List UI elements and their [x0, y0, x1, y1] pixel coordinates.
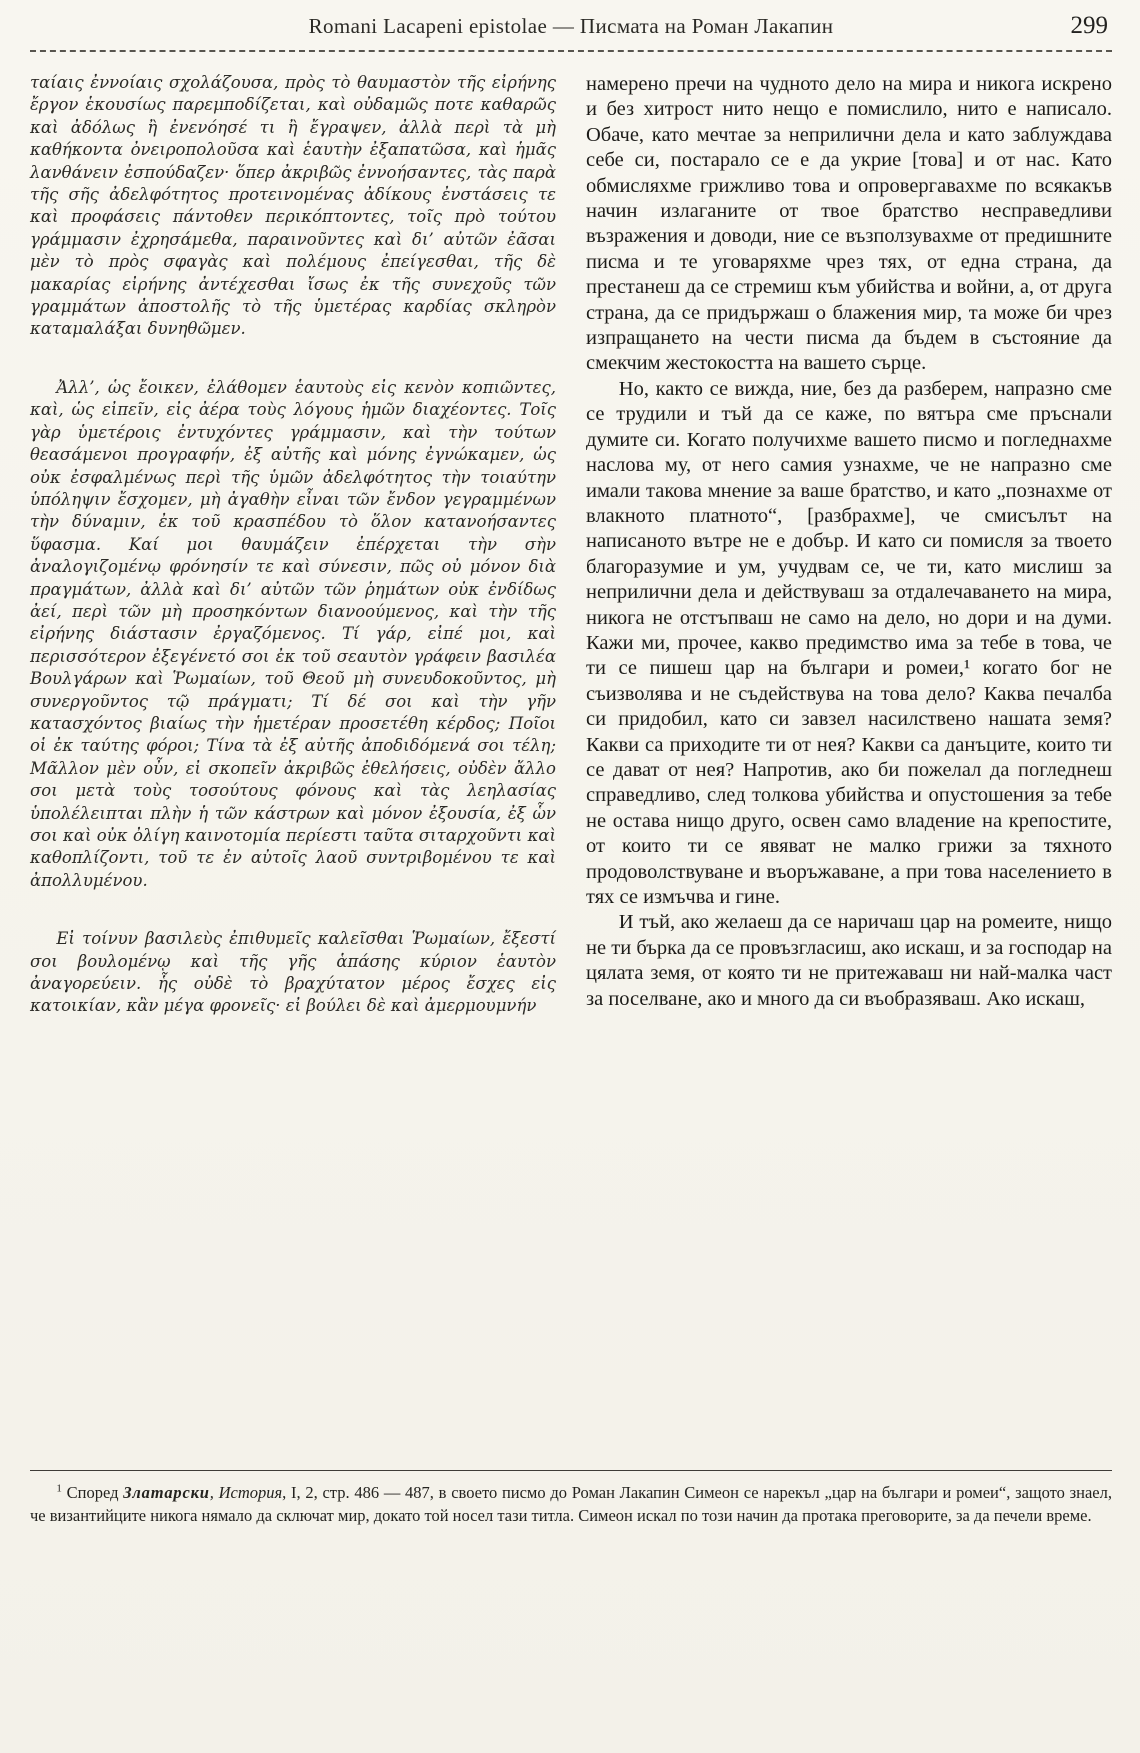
footnote-work-title: , История: [209, 1483, 283, 1502]
greek-column: [30, 72, 556, 1018]
footnote-author: Златарски: [123, 1483, 210, 1502]
text-columns: [30, 72, 1112, 1454]
page-header: [30, 14, 1112, 46]
greek-paragraph: ταίαις ἐννοίαις σχολάζουσα, πρὸς τὸ θαυμαστὸν τῆς εἰρήνης ἔργον ἑκουσίως παρεμποδίζεται, καὶ οὐδαμῶς ποτε καθαρῶς καὶ ἀδόλως ἢ ἐνενόησέ τι ἢ ἔγραψεν, ἀλλὰ περὶ τὰ μὴ καθήκοντα ὀνειροπολοῦσα καὶ ἑαυτὴν ἐξαπατῶσα, καὶ ἡμᾶς λανθάνειν ἐσπούδαζεν· ὅπερ ἀκριβῶς ἐννοήσαντες, τὰς παρὰ τῆς σῆς ἀδελφότητος προτεινομένας ἀδίκους ἐνστάσεις τε καὶ προφάσεις πάντοθεν περικόπτοντες, τοῖς πρὸ τούτου γράμμασιν ἐχρησάμεθα, παραινοῦντες καὶ δι’ αὐτῶν ἐᾶσαι μὲν τὸ πρὸς σφαγὰς καὶ πολέμους ἐπείγεσθαι, τῆς δὲ μακαρίας εἰρήνης ἀντέχεσθαι ἴσως ἐκ τῆς συνεχοῦς τῶν γραμμάτων ἀποστολῆς τὸ τῆς ὑμετέρας καρδίας σκληρὸν καταμαλάξαι δυνηθῶμεν.: [30, 73, 556, 339]
header-rule: [30, 50, 1112, 52]
bulgarian-column: [586, 72, 1112, 1012]
bulgarian-paragraph: намерено пречи на чудното дело на мира и никога искрено и без хитрост нито нещо е помислило, нито е написало. Обаче, като мечтае за неприлични дела и като заблуждава себе си, постарало се е да укрие [това] и от нас. Като обмисляхме грижливо това и опровергавахме по всякакъв начин излаганите от твое братство несправедливи възражения и доводи, ние се възползувахме от предишните писма и те уговаряхме чрез тях, от една страна, да престанеш да се стремиш към убийства и войни, а, от друга страна, да се придържаш о блажения мир, та може би чрез изпращането на чести писма да бъдем в състояние да смекчим жестокостта на вашето сърце.: [586, 73, 1112, 375]
bulgarian-paragraph: И тъй, ако желаеш да се наричаш цар на ромеите, нищо не ти бърка да се провъзгласиш, ако искаш, и за господар на цялата земя, от която ти не притежаваш ни най-малка част за поселване, ако и много да си въобразяваш. Ако искаш,: [586, 911, 1112, 1010]
page-number: 299: [1070, 12, 1108, 39]
footnote-text-rest: , I, 2, стр. 486 — 487, в своето писмо до Роман Лакапин Симеон се нарекъл „цар на българи и ромеи“, защото знаел, че византийците никога нямало да сключат мир, докато той носел тази титла. Симеон искал по този начин да протака преговорите, за да печели време.: [30, 1483, 1112, 1525]
greek-paragraph: Εἰ τοίνυν βασιλεὺς ἐπιθυμεῖς καλεῖσθαι Ῥωμαίων, ἔξεστί σοι βουλομένῳ καὶ τῆς γῆς ἁπάσης κύριον ἑαυτὸν ἀναγορεύειν. ἧς οὐδὲ τὸ βραχύτατον μέρος ἔσχες εἰς κατοικίαν, κἂν μέγα φρονεῖς· εἰ βούλει δὲ καὶ ἀμερμουμνήν: [30, 929, 556, 1016]
footnote-text-intro: Според: [61, 1483, 124, 1502]
footnote-marker: 1: [56, 1482, 62, 1495]
greek-paragraph: Ἀλλ’, ὡς ἔοικεν, ἐλάθομεν ἑαυτοὺς εἰς κενὸν κοπιῶντες, καὶ, ὡς εἰπεῖν, εἰς ἀέρα τοὺς λόγους ἡμῶν διαχέοντες. Τοῖς γὰρ ὑμετέροις ἐντυχόντες γράμμασιν, καὶ τὴν τούτων θεασάμενοι προγραφήν, ἐξ αὐτῆς καὶ μόνης ἐγνώκαμεν, ὡς οὐκ ἐσφαλμένως περὶ τῆς ὑμῶν ἀδελφότητος τὴν τοιαύτην ὑπόληψιν ἔσχομεν, μὴ ἀγαθὴν εἶναι τῶν ἔνδον γεγραμμένων τὴν δύναμιν, ἐκ τοῦ κρασπέδου τὸ ὅλον κατανοήσαντες ὕφασμα. Καί μοι θαυμάζειν ἐπέρχεται τὴν σὴν ἀναλογιζομένῳ φρόνησίν τε καὶ σύνεσιν, πῶς οὐ μόνον διὰ πραγμάτων, ἀλλὰ καὶ δι’ αὐτῶν τῶν ῥημάτων οὐκ ἐνδίδως ἀεί, περὶ τῶν μὴ προσηκόντων διανοούμενος, καὶ τὴν τῆς εἰρήνης διάστασιν ἐργαζόμενος. Τί γάρ, εἰπέ μοι, καὶ περισσότερον ἐξεγένετό σοι ἐκ τοῦ σεαυτὸν γράφειν βασιλέα Βουλγάρων καὶ Ῥωμαίων, τοῦ Θεοῦ μὴ συνευδοκοῦντος, μὴ συνεργοῦντος τῷ πράγματι; Τί δέ σοι καὶ τὴν γῆν κατασχόντος βιαίως τὴν ἡμετέραν προσετέθη κέρδος; Ποῖοι οἱ ἐκ ταύτης φόροι; Τίνα τὰ ἐξ αὐτῆς ἀποδιδόμενά σοι τέλη; Μᾶλλον μὲν οὖν, εἰ σκοπεῖν ἀκριβῶς ἐθελήσεις, οὐδὲν ἄλλο σοι μετὰ τοὺς τοσούτους φόνους καὶ τὰς λεηλασίας ὑπολέλειπται πλὴν ἡ τῶν κάστρων καὶ μόνον ἐξουσία, ἐξ ὧν σοι καὶ οὐκ ὀλίγη καινοτομία περίεστι ταῦτα σιταρχοῦντι καὶ καθοπλίζοντι, τοῦ τε ἐν αὐτοῖς λαοῦ συντριβομένου τε καὶ ἀπολλυμένου.: [30, 377, 556, 890]
running-title: Romani Lacapeni epistolae — Писмата на Роман Лакапин: [308, 14, 834, 38]
footnote: [30, 1481, 1112, 1527]
bulgarian-paragraph: Но, както се вижда, ние, без да разберем, напразно сме се трудили и тъй да се каже, по вятъра сме пръснали думите си. Когато получихме вашето писмо и погледнахме наслова му, от него самия узнахме, че не напразно сме имали такова мнение за ваше братство, и като „познахме от влакното платното“, [разбрахме], че смисълът на написаното вътре не е добър. И като си помисля за твоето благоразумие и ум, учудвам се, че ти, като мислиш за неприлични дела и действуваш за отдалечаването на мира, никога не отстъпваш не само на дело, но дори и на думи. Кажи ми, прочее, какво предимство има за тебе в това, че ти се пишеш цар на българи и ромеи,¹ когато бог не съизволява и не съдействува на това дело? Каква печалба си придобил, като си завзел насилствено нашата земя? Какви са приходите ти от нея? Какви са данъците, които ти се дават от нея? Напротив, ако би пожелал да погледнеш справедливо, след толкова убийства и опустошения за тебе не остава нищо друго, освен само владение на крепостите, от които ти се явяват не малко грижи за тяхното продоволствуване и въоръжаване, а при това населението в тях се измъчва и гине.: [586, 377, 1112, 908]
footnote-rule: [30, 1470, 1112, 1471]
